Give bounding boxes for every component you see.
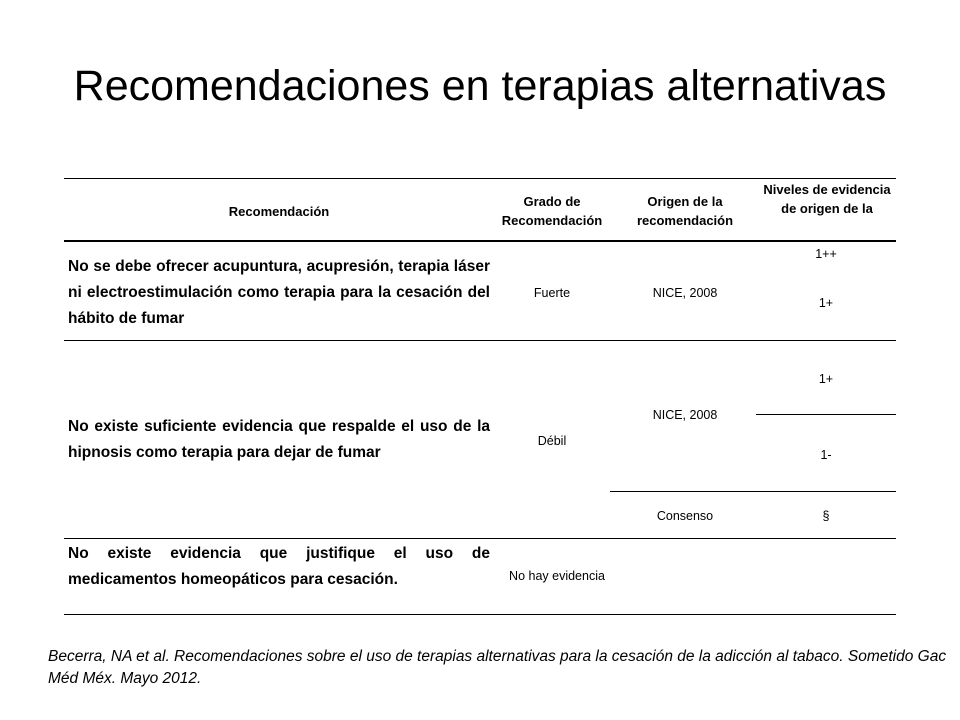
row-2-level-divider bbox=[756, 414, 896, 415]
row-2-bottom-rule bbox=[64, 538, 896, 539]
row-2-consenso-divider bbox=[610, 491, 896, 492]
row-2-nivel-2: 1- bbox=[820, 448, 832, 462]
row-3-grado: No hay evidencia bbox=[509, 569, 605, 583]
row-2-origen: NICE, 2008 bbox=[652, 408, 718, 422]
header-grado: Grado de Recomendación bbox=[501, 194, 603, 228]
row-1-bottom-rule bbox=[64, 340, 896, 341]
header-origen: Origen de la recomendación bbox=[636, 194, 734, 228]
header-bottom-rule bbox=[64, 240, 896, 242]
row-1-nivel-2: 1+ bbox=[818, 296, 834, 310]
row-1-nivel-1: 1++ bbox=[815, 247, 837, 261]
row-1-recomendacion: No se debe ofrecer acupuntura, acupresión, terapia láser ni electroestimulación como terapia para la cesación del hábito de fumar bbox=[68, 258, 490, 327]
slide-title: Recomendaciones en terapias alternativas bbox=[73, 62, 887, 110]
row-2-grado: Débil bbox=[537, 434, 567, 448]
row-1-grado: Fuerte bbox=[533, 286, 571, 300]
header-niveles: Niveles de evidencia de origen de la bbox=[763, 182, 891, 216]
row-2-recomendacion: No existe suficiente evidencia que respalde el uso de la hipnosis como terapia para dejar de fumar bbox=[68, 418, 490, 461]
header-recomendacion: Recomendación bbox=[228, 204, 330, 219]
row-1-origen: NICE, 2008 bbox=[652, 286, 718, 300]
citation-footer: Becerra, NA et al. Recomendaciones sobre el uso de terapias alternativas para la cesación de la adicción al tabaco. Sometido Gac Méd Méx. Mayo 2012. bbox=[48, 648, 947, 687]
table-bottom-rule bbox=[64, 614, 896, 615]
row-2-origen-consenso: Consenso bbox=[656, 509, 714, 523]
row-2-nivel-1: 1+ bbox=[818, 372, 834, 386]
row-2-nivel-consenso: § bbox=[822, 509, 830, 523]
table-top-rule bbox=[64, 178, 896, 179]
row-3-recomendacion: No existe evidencia que justifique el uso de medicamentos homeopáticos para cesación. bbox=[68, 545, 490, 588]
